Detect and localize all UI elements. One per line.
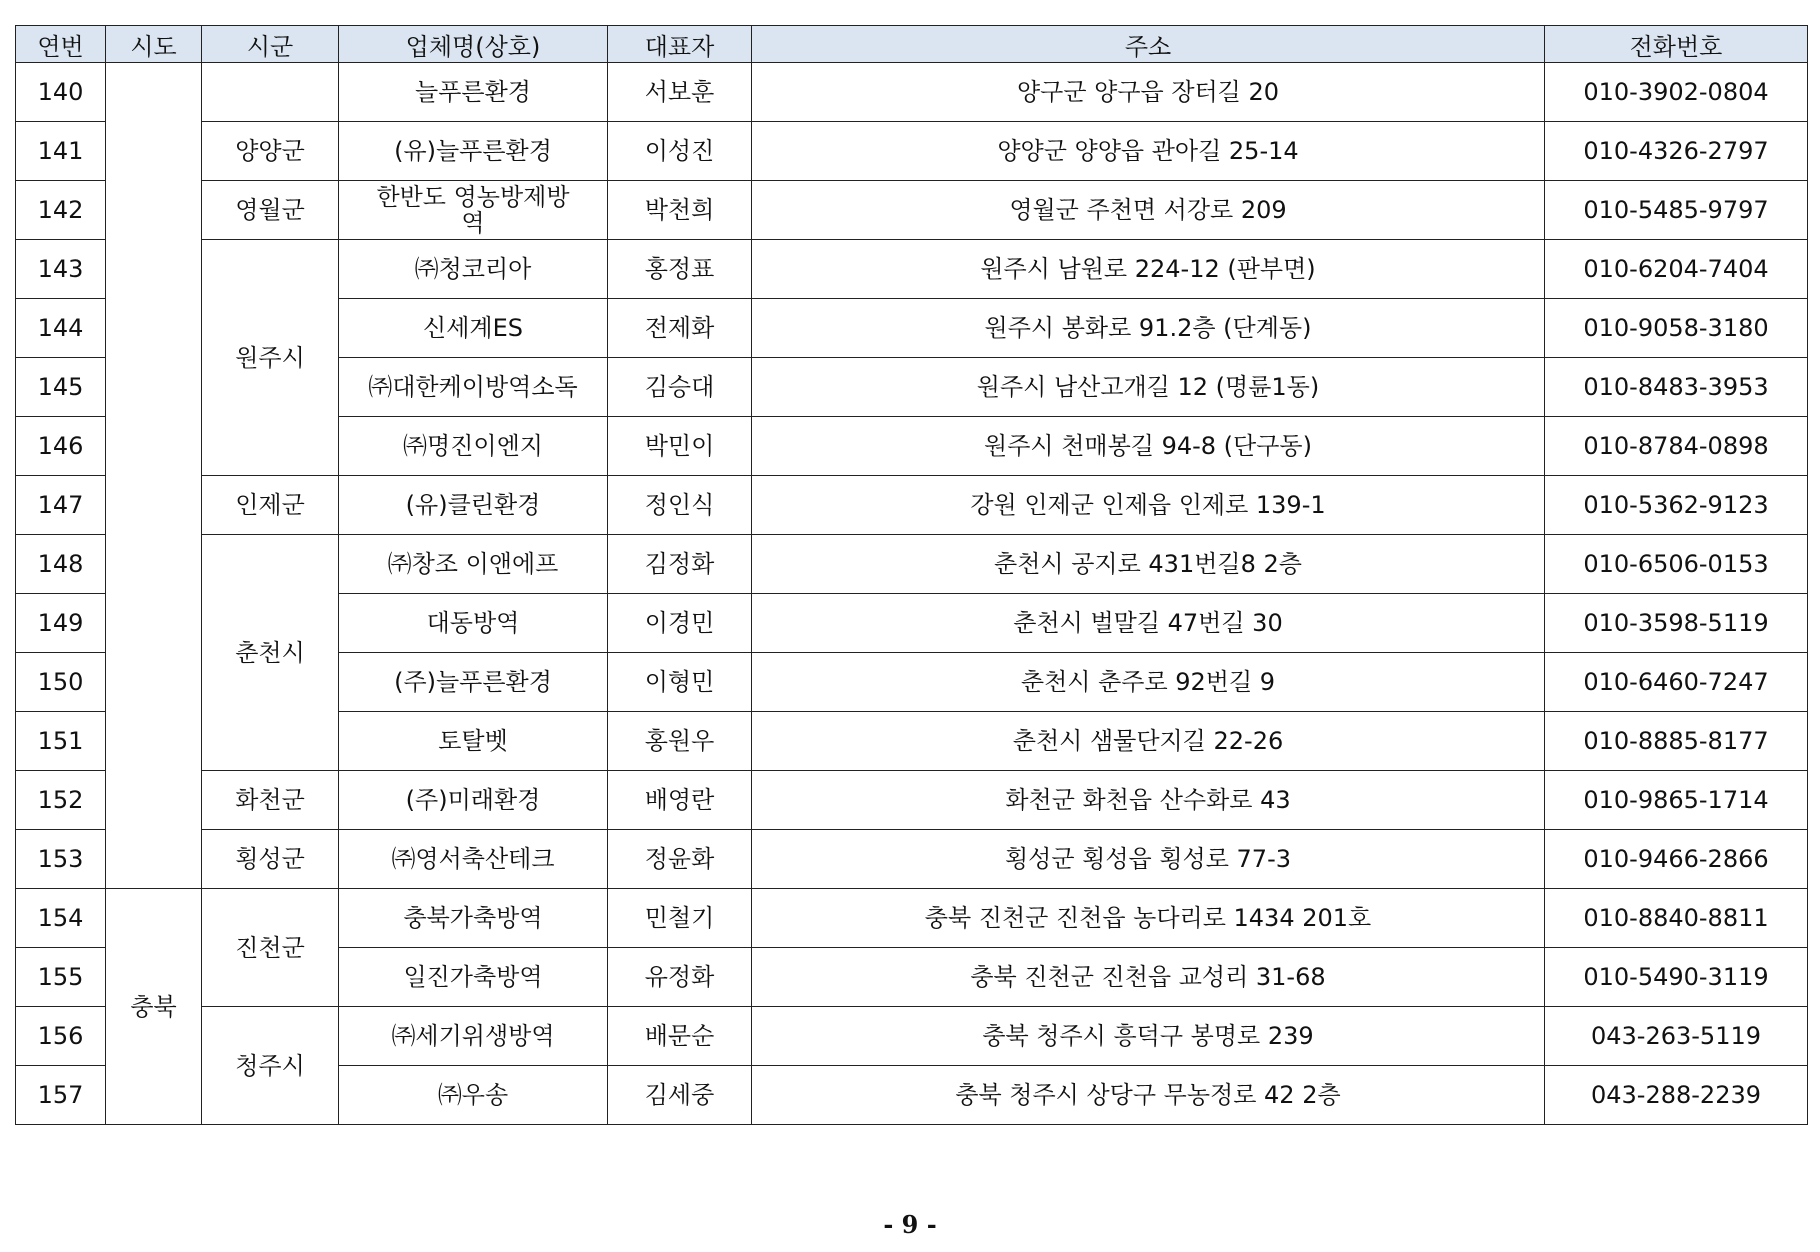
row-no: 141 [16,122,106,181]
table-row [16,535,1808,594]
phone: 043-288-2239 [1545,1066,1808,1125]
header-address: 주소 [752,26,1545,63]
row-no: 140 [16,63,106,122]
representative: 정윤화 [608,830,752,889]
sido-cell [106,63,202,889]
address: 양양군 양양읍 관아길 25-14 [752,122,1545,181]
company-name: ㈜영서축산테크 [339,830,608,889]
row-no: 147 [16,476,106,535]
phone: 010-6204-7404 [1545,240,1808,299]
company-name: ㈜대한케이방역소독 [339,358,608,417]
representative: 김승대 [608,358,752,417]
phone: 010-8483-3953 [1545,358,1808,417]
phone: 010-6460-7247 [1545,653,1808,712]
table-row [16,771,1808,830]
company-name: ㈜청코리아 [339,240,608,299]
representative: 박천희 [608,181,752,240]
table-row [16,63,1808,122]
representative: 이성진 [608,122,752,181]
header-row [16,26,1808,63]
header-sido: 시도 [106,26,202,63]
company-name: 토탈벳 [339,712,608,771]
address: 충북 청주시 흥덕구 봉명로 239 [752,1007,1545,1066]
representative: 정인식 [608,476,752,535]
header-company: 업체명(상호) [339,26,608,63]
row-no: 155 [16,948,106,1007]
address: 춘천시 벌말길 47번길 30 [752,594,1545,653]
address: 춘천시 샘물단지길 22-26 [752,712,1545,771]
address: 화천군 화천읍 산수화로 43 [752,771,1545,830]
row-no: 151 [16,712,106,771]
sigun-cell: 진천군 [202,889,339,1007]
company-name: (유)클린환경 [339,476,608,535]
table-row [16,1007,1808,1066]
phone: 010-6506-0153 [1545,535,1808,594]
representative: 유정화 [608,948,752,1007]
phone: 010-5485-9797 [1545,181,1808,240]
representative: 전제화 [608,299,752,358]
company-name: ㈜창조 이앤에프 [339,535,608,594]
phone: 010-9466-2866 [1545,830,1808,889]
row-no: 154 [16,889,106,948]
address: 양구군 양구읍 장터길 20 [752,63,1545,122]
representative: 김세중 [608,1066,752,1125]
table-row [16,889,1808,948]
sigun-cell: 춘천시 [202,535,339,771]
company-table [15,25,1808,1125]
address: 충북 청주시 상당구 무농정로 42 2층 [752,1066,1545,1125]
company-name: 한반도 영농방제방역 [339,181,608,240]
row-no: 148 [16,535,106,594]
address: 영월군 주천면 서강로 209 [752,181,1545,240]
phone: 010-8885-8177 [1545,712,1808,771]
company-name: ㈜명진이엔지 [339,417,608,476]
company-name: 충북가축방역 [339,889,608,948]
sigun-cell: 인제군 [202,476,339,535]
row-no: 146 [16,417,106,476]
sigun-cell: 화천군 [202,771,339,830]
phone: 043-263-5119 [1545,1007,1808,1066]
row-no: 150 [16,653,106,712]
sigun-cell: 청주시 [202,1007,339,1125]
address: 강원 인제군 인제읍 인제로 139-1 [752,476,1545,535]
representative: 김정화 [608,535,752,594]
representative: 홍원우 [608,712,752,771]
table-row [16,181,1808,240]
representative: 배문순 [608,1007,752,1066]
row-no: 153 [16,830,106,889]
company-name: (주)미래환경 [339,771,608,830]
phone: 010-5490-3119 [1545,948,1808,1007]
page-number: - 9 - [883,1210,937,1239]
phone: 010-3902-0804 [1545,63,1808,122]
table-row [16,240,1808,299]
sigun-cell: 횡성군 [202,830,339,889]
company-name: (유)늘푸른환경 [339,122,608,181]
sigun-cell: 원주시 [202,240,339,476]
company-name: 대동방역 [339,594,608,653]
company-name: ㈜세기위생방역 [339,1007,608,1066]
phone: 010-5362-9123 [1545,476,1808,535]
row-no: 144 [16,299,106,358]
company-name: ㈜우송 [339,1066,608,1125]
row-no: 157 [16,1066,106,1125]
address: 원주시 남산고개길 12 (명륜1동) [752,358,1545,417]
company-name: 늘푸른환경 [339,63,608,122]
phone: 010-4326-2797 [1545,122,1808,181]
row-no: 156 [16,1007,106,1066]
table-row [16,476,1808,535]
phone: 010-9058-3180 [1545,299,1808,358]
phone: 010-8784-0898 [1545,417,1808,476]
address: 춘천시 춘주로 92번길 9 [752,653,1545,712]
phone: 010-8840-8811 [1545,889,1808,948]
row-no: 145 [16,358,106,417]
phone: 010-3598-5119 [1545,594,1808,653]
representative: 민철기 [608,889,752,948]
address: 춘천시 공지로 431번길8 2층 [752,535,1545,594]
row-no: 149 [16,594,106,653]
row-no: 152 [16,771,106,830]
header-no: 연번 [16,26,106,63]
address: 원주시 남원로 224-12 (판부면) [752,240,1545,299]
representative: 이경민 [608,594,752,653]
address: 충북 진천군 진천읍 농다리로 1434 201호 [752,889,1545,948]
row-no: 143 [16,240,106,299]
phone: 010-9865-1714 [1545,771,1808,830]
sigun-cell: 양양군 [202,122,339,181]
table-row [16,830,1808,889]
representative: 이형민 [608,653,752,712]
company-name: 일진가축방역 [339,948,608,1007]
header-sigun: 시군 [202,26,339,63]
representative: 홍정표 [608,240,752,299]
header-representative: 대표자 [608,26,752,63]
address: 원주시 봉화로 91.2층 (단계동) [752,299,1545,358]
row-no: 142 [16,181,106,240]
representative: 박민이 [608,417,752,476]
representative: 서보훈 [608,63,752,122]
address: 충북 진천군 진천읍 교성리 31-68 [752,948,1545,1007]
representative: 배영란 [608,771,752,830]
sigun-cell [202,63,339,122]
address: 원주시 천매봉길 94-8 (단구동) [752,417,1545,476]
sido-cell: 충북 [106,889,202,1125]
company-name: 신세계ES [339,299,608,358]
company-name: (주)늘푸른환경 [339,653,608,712]
address: 횡성군 횡성읍 횡성로 77-3 [752,830,1545,889]
header-phone: 전화번호 [1545,26,1808,63]
sigun-cell: 영월군 [202,181,339,240]
table-row [16,122,1808,181]
